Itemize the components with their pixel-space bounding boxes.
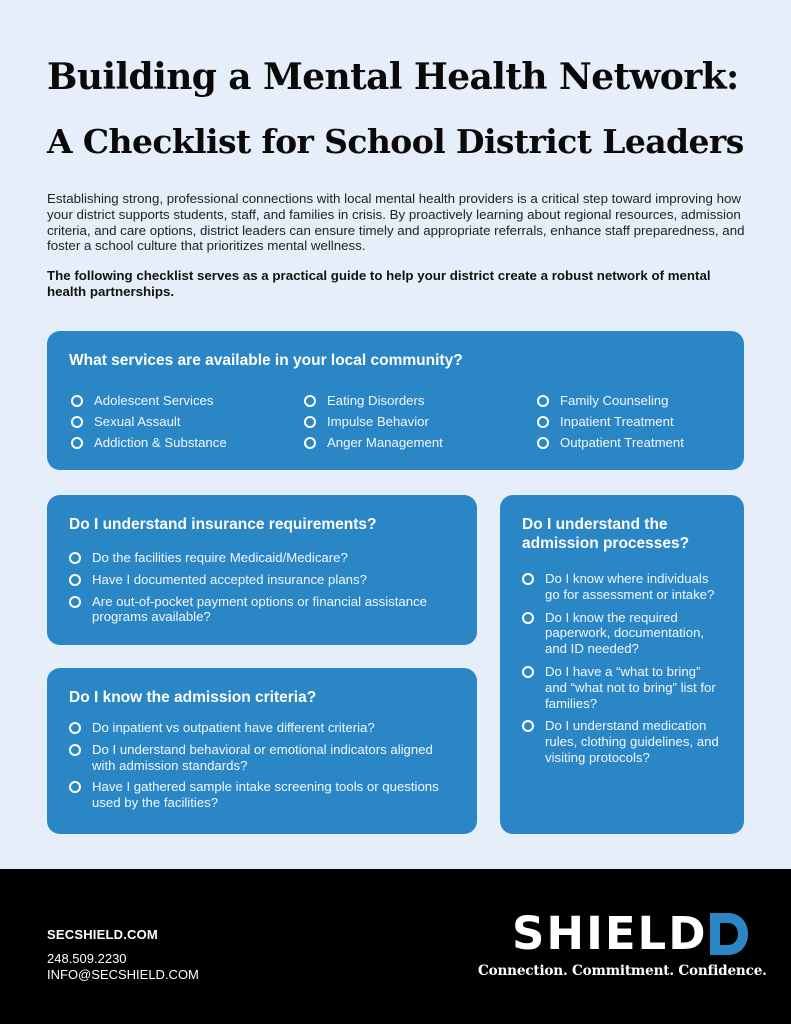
checklist-item-label: Do I know where individuals go for assessment or intake? xyxy=(545,571,715,602)
checklist-item-label: Eating Disorders xyxy=(327,393,425,408)
checkbox-circle-icon[interactable] xyxy=(71,416,83,428)
page-title-line1: Building a Mental Health Network: xyxy=(47,56,739,98)
checklist-item-label: Sexual Assault xyxy=(94,414,181,430)
checkbox-circle-icon[interactable] xyxy=(69,744,81,756)
checklist-item-label: Do I understand behavioral or emotional indicators aligned with admission standards? xyxy=(92,741,433,773)
checklist-item[interactable] xyxy=(522,718,722,765)
checklist-item-label: Do I know the required paperwork, documentation, and ID needed? xyxy=(545,609,705,657)
checkbox-circle-icon[interactable] xyxy=(537,416,549,428)
checklist-item[interactable] xyxy=(304,393,537,409)
checklist-item-label: Have I gathered sample intake screening tools or questions used by the facilities? xyxy=(92,779,439,811)
checklist-item-label: Impulse Behavior xyxy=(327,414,429,430)
checkbox-circle-icon[interactable] xyxy=(71,437,83,449)
checkbox-circle-icon[interactable] xyxy=(304,416,316,428)
insurance-list xyxy=(69,550,455,625)
checklist-item[interactable] xyxy=(304,435,537,451)
checklist-item-label: Do I have a “what to bring” and “what not to bring” list for families? xyxy=(545,663,716,711)
checklist-item-label: Anger Management xyxy=(327,435,443,451)
checklist-item[interactable] xyxy=(522,610,722,657)
checkbox-circle-icon[interactable] xyxy=(69,596,81,608)
checklist-item[interactable] xyxy=(71,393,304,409)
intro-bold-paragraph: The following checklist serves as a practical guide to help your district create a robust network of mental health partnerships. xyxy=(47,268,711,299)
footer-website-link[interactable]: SECSHIELD.COM xyxy=(47,927,158,942)
checklist-item-label: Are out-of-pocket payment options or financial assistance programs available? xyxy=(92,593,427,625)
checklist-item-label: Outpatient Treatment xyxy=(560,435,684,451)
checklist-item[interactable] xyxy=(69,550,455,566)
admission-list xyxy=(522,571,722,766)
footer-phone: 248.509.2230 xyxy=(47,951,127,966)
checkbox-circle-icon[interactable] xyxy=(522,573,534,585)
checkbox-circle-icon[interactable] xyxy=(522,612,534,624)
checklist-item-label: Addiction & Substance xyxy=(94,435,227,451)
checklist-item-label: Do I understand medication rules, clothing guidelines, and visiting protocols? xyxy=(545,718,719,765)
footer-tagline: Connection. Commitment. Confidence. xyxy=(478,963,767,979)
checklist-item[interactable] xyxy=(522,571,722,603)
criteria-heading: Do I know the admission criteria? xyxy=(69,689,317,706)
checklist-item[interactable] xyxy=(537,393,722,409)
checkbox-circle-icon[interactable] xyxy=(71,395,83,407)
checklist-item-label: Have I documented accepted insurance plans? xyxy=(92,571,367,587)
criteria-list xyxy=(69,720,455,811)
checklist-item[interactable] xyxy=(69,720,455,736)
checkbox-circle-icon[interactable] xyxy=(537,437,549,449)
logo-d-mark-icon xyxy=(710,913,748,955)
footer xyxy=(0,869,791,1024)
checklist-item-label: Inpatient Treatment xyxy=(560,414,674,430)
checklist-item[interactable] xyxy=(71,414,304,430)
checklist-item-label: Family Counseling xyxy=(560,393,669,408)
checkbox-circle-icon[interactable] xyxy=(69,574,81,586)
checkbox-circle-icon[interactable] xyxy=(522,720,534,732)
checklist-item[interactable] xyxy=(537,414,722,430)
insurance-card xyxy=(47,495,477,645)
page-title-line2: A Checklist for School District Leaders xyxy=(47,122,744,161)
logo-wordmark: SHIELD xyxy=(512,907,708,960)
checkbox-circle-icon[interactable] xyxy=(69,781,81,793)
checklist-item-label: Do inpatient vs outpatient have different criteria? xyxy=(92,720,375,735)
footer-email-link[interactable]: INFO@SECSHIELD.COM xyxy=(47,967,199,982)
checklist-item-label: Adolescent Services xyxy=(94,393,214,408)
checklist-item[interactable] xyxy=(69,594,455,626)
services-grid xyxy=(71,393,722,451)
checkbox-circle-icon[interactable] xyxy=(537,395,549,407)
checkbox-circle-icon[interactable] xyxy=(304,395,316,407)
checklist-item[interactable] xyxy=(71,435,304,451)
services-heading: What services are available in your local community? xyxy=(69,352,463,369)
checklist-item[interactable] xyxy=(69,742,455,774)
checkbox-circle-icon[interactable] xyxy=(522,666,534,678)
checkbox-circle-icon[interactable] xyxy=(304,437,316,449)
checklist-item[interactable] xyxy=(537,435,722,451)
services-card xyxy=(47,331,744,470)
checkbox-circle-icon[interactable] xyxy=(69,552,81,564)
admission-heading: Do I understand the admission processes? xyxy=(522,516,690,552)
checklist-item-label: Do the facilities require Medicaid/Medicare? xyxy=(92,550,348,565)
shield-logo xyxy=(512,909,748,959)
insurance-heading: Do I understand insurance requirements? xyxy=(69,516,377,533)
checklist-item[interactable] xyxy=(69,572,455,588)
admission-criteria-card xyxy=(47,668,477,834)
checklist-item[interactable] xyxy=(69,779,455,811)
intro-paragraph: Establishing strong, professional connections with local mental health providers is a critical step toward improving how your district supports students, staff, and families in crisis. By proactively learning about regional resources, admission criteria, and care options, district leaders can ensure timely and appropriate referrals, enhance staff preparedness, and foster a school culture that prioritizes mental wellness. xyxy=(47,191,745,254)
checklist-item[interactable] xyxy=(522,664,722,711)
admission-processes-card xyxy=(500,495,744,834)
checklist-item[interactable] xyxy=(304,414,537,430)
checkbox-circle-icon[interactable] xyxy=(69,722,81,734)
